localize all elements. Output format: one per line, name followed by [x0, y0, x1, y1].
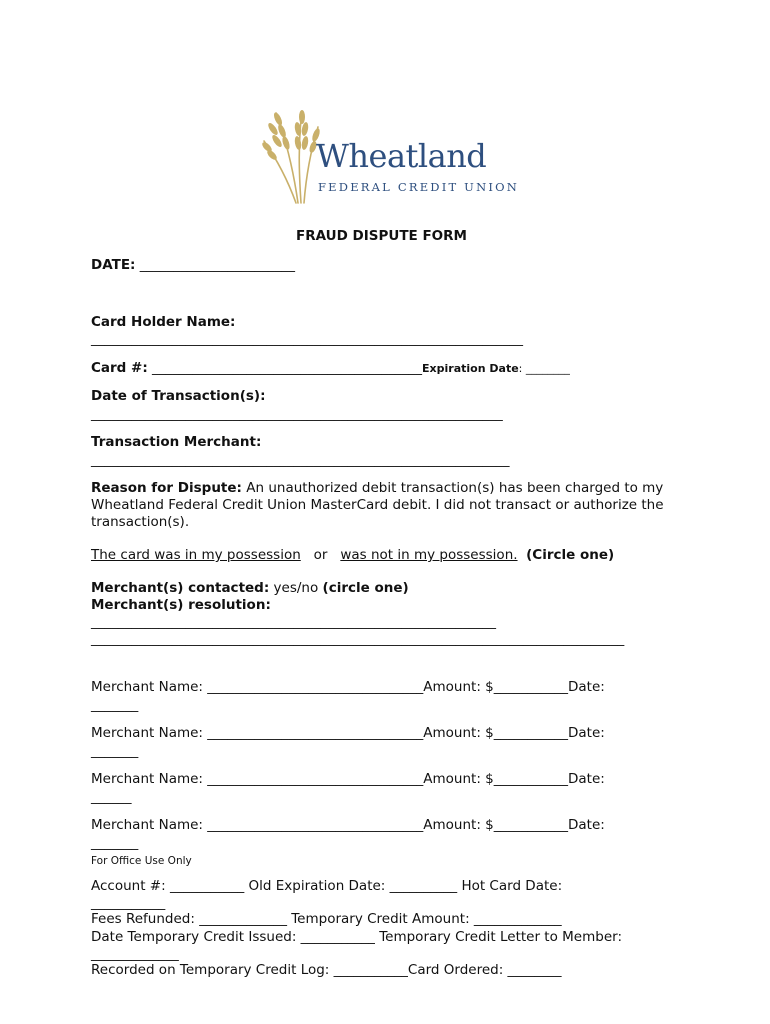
possession-note: (Circle one): [526, 547, 615, 563]
merchant-name-line[interactable]: ________________________________: [207, 817, 424, 833]
amount-label: Amount: $: [423, 817, 494, 833]
office-issued-line[interactable]: Date Temporary Credit Issued: ___________ Temporary Credit Letter to Member:: [91, 929, 622, 945]
office-account-line[interactable]: Account #: ___________ Old Expiration Date: __________ Hot Card Date:: [91, 878, 563, 894]
merchant-date-line[interactable]: ______: [91, 789, 132, 805]
merchant-date-line[interactable]: _______: [91, 743, 139, 759]
merchant-row: [91, 817, 605, 834]
card-holder-line[interactable]: ________________________________________________________________: [91, 331, 523, 347]
resolution-label: Merchant(s) resolution:: [91, 597, 271, 613]
transaction-merchant-line[interactable]: ______________________________________________________________: [91, 452, 510, 468]
merchant-name-line[interactable]: ________________________________: [207, 679, 424, 695]
office-hot-card-line[interactable]: ___________: [91, 895, 166, 911]
contacted-note: (circle one): [322, 580, 409, 596]
transaction-date-label: Date of Transaction(s):: [91, 388, 266, 404]
wheatland-logo: [258, 105, 519, 205]
office-fees-line[interactable]: Fees Refunded: _____________ Temporary Credit Amount: _____________: [91, 911, 562, 927]
card-number-label: Card #:: [91, 360, 148, 376]
amount-label: Amount: $: [423, 679, 494, 695]
merchant-name-line[interactable]: ________________________________: [207, 771, 424, 787]
merchant-date-label: Date:: [568, 725, 605, 741]
merchant-name-label: Merchant Name:: [91, 725, 203, 741]
resolution-line-2[interactable]: _______________________________________________________________________________: [91, 631, 625, 647]
expiration-label: Expiration Date: [422, 362, 519, 375]
form-title: FRAUD DISPUTE FORM: [296, 228, 467, 244]
card-number-field: [91, 360, 570, 377]
date-field: [91, 257, 295, 274]
possession-option-not-in[interactable]: was not in my possession.: [340, 547, 518, 563]
amount-line[interactable]: ___________: [493, 679, 569, 695]
merchant-row: [91, 725, 605, 742]
merchant-date-label: Date:: [568, 817, 605, 833]
possession-option-in[interactable]: The card was in my possession: [91, 547, 301, 563]
expiration-line[interactable]: : ________: [518, 362, 570, 375]
merchant-row: [91, 679, 605, 696]
transaction-merchant-label: Transaction Merchant:: [91, 434, 262, 450]
merchant-name-line[interactable]: ________________________________: [207, 725, 424, 741]
possession-choice: [91, 547, 614, 564]
amount-line[interactable]: ___________: [493, 771, 569, 787]
merchant-date-label: Date:: [568, 679, 605, 695]
amount-label: Amount: $: [423, 771, 494, 787]
merchant-row: [91, 771, 605, 788]
merchant-name-label: Merchant Name:: [91, 679, 203, 695]
resolution-line-1[interactable]: ____________________________________________________________: [91, 614, 496, 630]
merchant-name-label: Merchant Name:: [91, 771, 203, 787]
logo-subtitle: FEDERAL CREDIT UNION: [318, 180, 519, 194]
contacted-value[interactable]: yes/no: [273, 580, 319, 596]
office-log-line[interactable]: Recorded on Temporary Credit Log: ___________Card Ordered: ________: [91, 962, 562, 978]
transaction-date-line[interactable]: _____________________________________________________________: [91, 406, 503, 422]
office-use-heading: For Office Use Only: [91, 855, 192, 867]
date-label: DATE:: [91, 257, 136, 273]
merchant-name-label: Merchant Name:: [91, 817, 203, 833]
merchant-contacted: [91, 580, 409, 597]
amount-line[interactable]: ___________: [493, 817, 569, 833]
possession-or: or: [313, 547, 328, 563]
reason-label: Reason for Dispute:: [91, 480, 242, 496]
card-holder-label: Card Holder Name:: [91, 314, 236, 330]
date-line[interactable]: _______________________: [139, 257, 295, 273]
amount-label: Amount: $: [423, 725, 494, 741]
reason-for-dispute: [91, 480, 691, 531]
merchant-date-line[interactable]: _______: [91, 835, 139, 851]
contacted-label: Merchant(s) contacted:: [91, 580, 270, 596]
reason-text: An unauthorized debit transaction(s) has been charged to my Wheatland Federal Credit Union MasterCard debit. I did not transact or authorize the transaction(s).: [91, 480, 664, 530]
card-number-line[interactable]: ________________________________________: [152, 360, 423, 376]
logo-wordmark: Wheatland: [316, 137, 487, 175]
merchant-date-label: Date:: [568, 771, 605, 787]
office-letter-line[interactable]: _____________: [91, 946, 179, 962]
amount-line[interactable]: ___________: [493, 725, 569, 741]
merchant-date-line[interactable]: _______: [91, 697, 139, 713]
